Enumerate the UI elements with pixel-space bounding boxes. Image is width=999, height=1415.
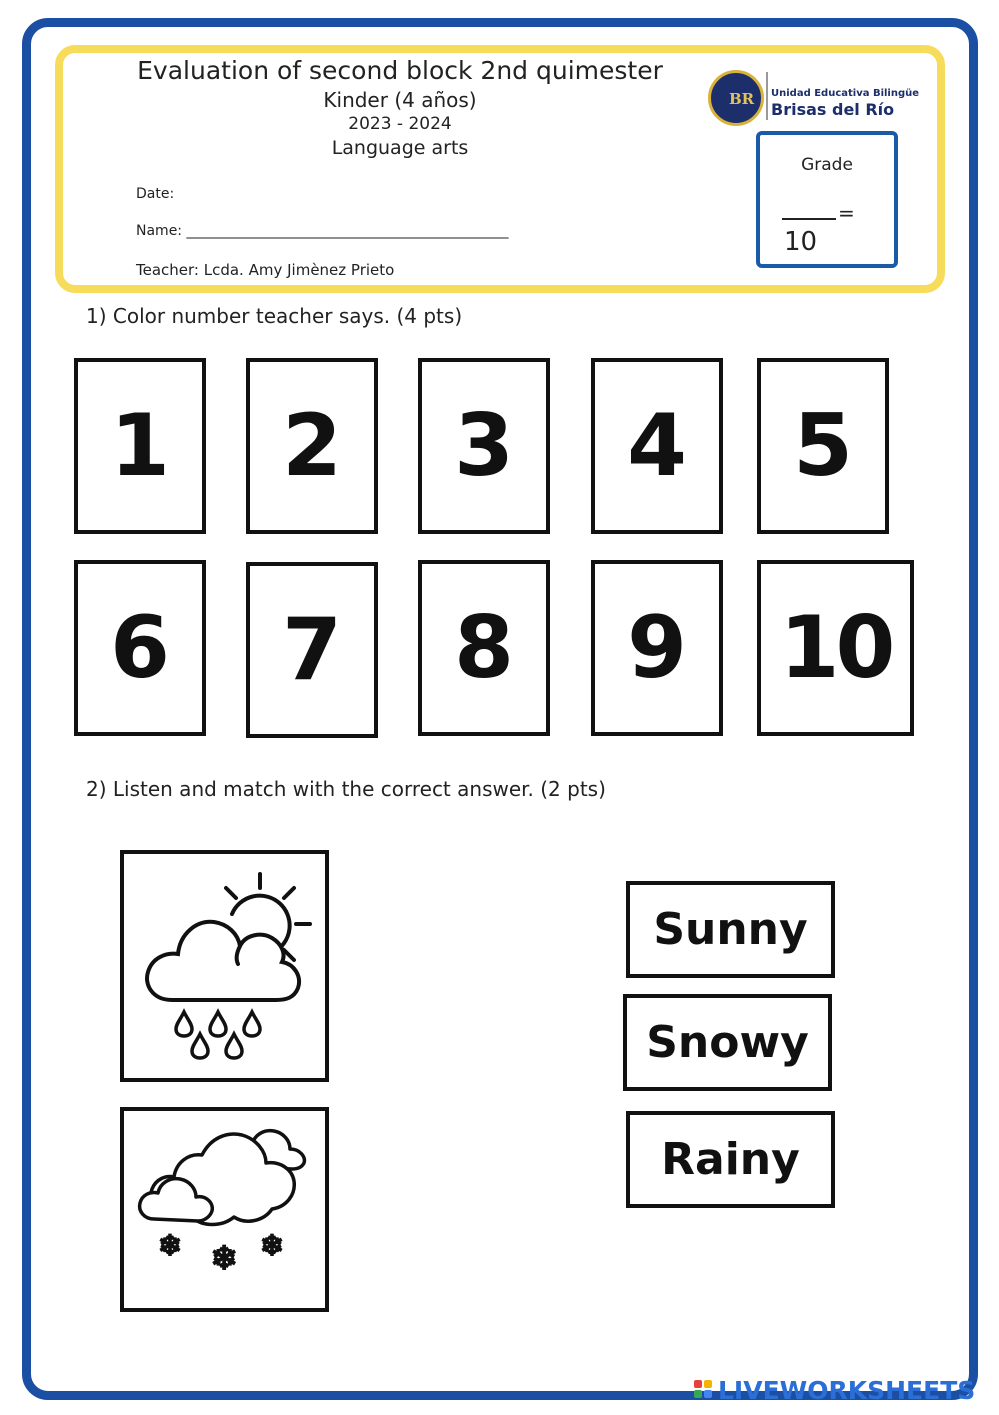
grade-max: 10 [784, 227, 818, 257]
grade-box [756, 131, 898, 268]
logo-divider [766, 72, 768, 120]
number-card-1[interactable]: 1 [74, 358, 206, 534]
weather-image-snowy[interactable] [120, 1107, 329, 1312]
grade-label: Grade [801, 155, 853, 175]
section2-instruction: 2) Listen and match with the correct answer. (2 pts) [86, 777, 606, 801]
number-card-5[interactable]: 5 [757, 358, 889, 534]
name-field[interactable]: Name: ______________________________________________ [136, 223, 509, 239]
word-card-snowy[interactable]: Snowy [623, 994, 832, 1091]
number-card-6[interactable]: 6 [74, 560, 206, 736]
watermark-text: LIVEWORKSHEETS [718, 1376, 976, 1405]
school-subtitle: Unidad Educativa Bilingüe [771, 88, 920, 99]
svg-text:❄: ❄ [210, 1239, 238, 1277]
svg-text:❄: ❄ [158, 1229, 182, 1262]
word-card-sunny[interactable]: Sunny [626, 881, 835, 978]
number-card-9[interactable]: 9 [591, 560, 723, 736]
teacher-label: Teacher: Lcda. Amy Jimènez Prieto [136, 261, 395, 279]
worksheet-title: Evaluation of second block 2nd quimester [137, 56, 663, 85]
worksheet-subject: Language arts [331, 137, 469, 159]
school-name: Brisas del Río [771, 100, 895, 119]
grade-score-blank[interactable] [782, 218, 836, 220]
worksheet-level: Kinder (4 años) [323, 88, 477, 112]
liveworksheets-logo-icon [694, 1380, 714, 1402]
snowy-clouds-icon [124, 1111, 325, 1308]
word-card-rainy[interactable]: Rainy [626, 1111, 835, 1208]
number-card-3[interactable]: 3 [418, 358, 550, 534]
number-card-2[interactable]: 2 [246, 358, 378, 534]
date-field[interactable]: Date: [136, 186, 175, 202]
grade-equals: = [838, 201, 855, 225]
svg-text:❄: ❄ [260, 1229, 284, 1262]
crest-mark: BR [729, 90, 755, 108]
number-card-10[interactable]: 10 [757, 560, 914, 736]
school-crest-icon [708, 70, 764, 126]
worksheet-year: 2023 - 2024 [348, 114, 452, 134]
school-logo [708, 70, 938, 132]
weather-image-rainy[interactable] [120, 850, 329, 1082]
rainy-cloud-sun-icon [124, 854, 325, 1078]
section1-instruction: 1) Color number teacher says. (4 pts) [86, 304, 463, 328]
number-card-4[interactable]: 4 [591, 358, 723, 534]
number-card-8[interactable]: 8 [418, 560, 550, 736]
number-card-7[interactable]: 7 [246, 562, 378, 738]
